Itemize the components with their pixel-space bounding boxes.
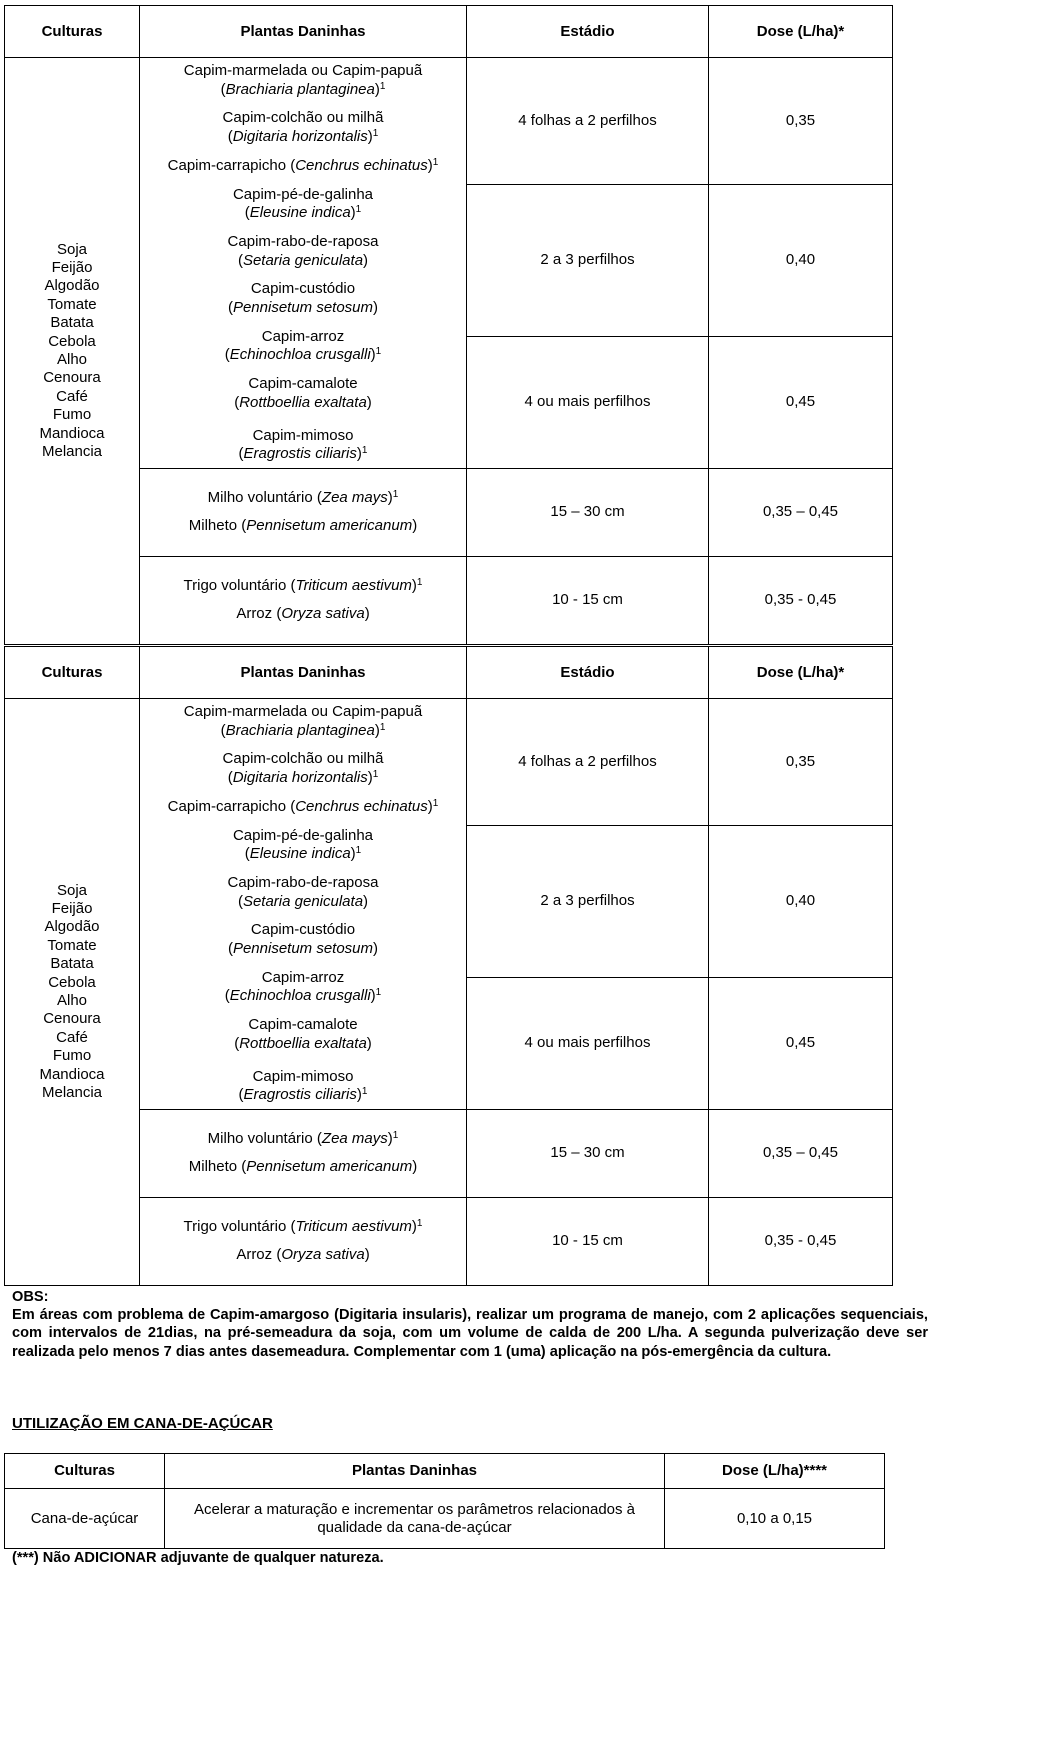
- dose-cell: 0,10 a 0,15: [665, 1489, 885, 1549]
- weed-common: Capim-pé-de-galinha: [232, 826, 374, 844]
- stage-cell: 2 a 3 perfilhos: [467, 825, 709, 977]
- dose-cell: 0,45: [709, 977, 893, 1109]
- dose-cell: 0,35 – 0,45: [709, 1109, 893, 1197]
- section-title-cana: UTILIZAÇÃO EM CANA-DE-AÇÚCAR: [12, 1415, 273, 1432]
- weed-common: Arroz: [236, 1246, 273, 1264]
- table-header-row: [5, 647, 893, 699]
- weed-common: Capim-arroz: [261, 327, 345, 345]
- crop-item: Soja: [56, 240, 88, 258]
- weed-common: Capim-marmelada ou Capim-papuã: [183, 703, 423, 720]
- weed-sci: Pennisetum setosum: [232, 940, 374, 958]
- weed-sci: Pennisetum americanum: [246, 517, 413, 535]
- crop-item: Fumo: [52, 406, 92, 424]
- crop-item: Cenoura: [43, 369, 101, 387]
- weed-sci: Digitaria horizontalis: [232, 769, 368, 787]
- weed-common: Capim-mimoso: [252, 426, 354, 444]
- weed-sci: Setaria geniculata: [242, 892, 364, 910]
- header-dose: Dose (L/ha)*: [709, 6, 893, 58]
- weed-sci: Eleusine indica: [249, 845, 351, 863]
- weed-sci: Cenchrus echinatus: [295, 156, 428, 174]
- weed-sci: Echinochloa crusgalli: [229, 346, 371, 364]
- weed-sci: Eleusine indica: [249, 204, 351, 222]
- weed-common: Capim-pé-de-galinha: [232, 185, 374, 203]
- weed-common: Trigo voluntário: [183, 576, 287, 594]
- crop-item: Cenoura: [43, 1010, 101, 1028]
- weeds-cell: Trigo voluntário (Triticum aestivum)$^1$ Arroz (Oryza sativa): [140, 1197, 467, 1285]
- obs-text: Em áreas com problema de Capim-amargoso (Digitaria insularis), realizar um programa de manejo, com 2 aplicações sequenciais, com intervalos de 21dias, na pré-semeadura da soja, com um volume de calda de 200 L/ha. A segunda pulverização deve ser realizada pelo menos 7 dias antes dasemeadura. Complementar com 1 (uma) aplicação na pós-emergência da cultura.: [12, 1307, 928, 1360]
- weed-sci: Echinochloa crusgalli: [229, 987, 371, 1005]
- weed-common: Capim-rabo-de-raposa: [227, 873, 379, 891]
- stage-cell: 4 folhas a 2 perfilhos: [467, 699, 709, 826]
- weed-sci: Triticum aestivum: [295, 576, 412, 594]
- weeds-cell: Capim-marmelada ou Capim-papuã (Brachiaria plantaginea)$^1$ Capim-colchão ou milhã (Digitaria horizontalis)$^1$ Capim-carrapicho (Cenchrus echinatus)$^1$ Capim-pé-de-galinha (Eleusine indica)$^1$ Capim-rabo-de-raposa (Setaria geniculata) Capim-custódio (Pennisetum setosum) Capim-arroz (Echinochloa crusgalli)$^1$ Capim-camalote (Rottboellia exaltata) Capim-mimoso (Eragrostis ciliaris)$^1$: [140, 58, 467, 469]
- header-estadio: Estádio: [467, 6, 709, 58]
- obs-title: OBS:: [12, 1289, 49, 1305]
- weeds-cell: Milho voluntário (Zea mays)$^1$ Milheto (Pennisetum americanum): [140, 468, 467, 556]
- weed-sci: Pennisetum setosum: [232, 299, 374, 317]
- weed-sci: Cenchrus echinatus: [295, 797, 428, 815]
- weed-common: Capim-camalote: [248, 1016, 358, 1034]
- stage-cell: 15 – 30 cm: [467, 1109, 709, 1197]
- weed-common: Milheto: [188, 517, 238, 535]
- dose-cell: 0,35 - 0,45: [709, 1197, 893, 1285]
- obs-block: [12, 1288, 928, 1361]
- dose-cell: 0,35: [709, 699, 893, 826]
- weed-common: Arroz: [236, 605, 273, 623]
- weed-common: Capim-rabo-de-raposa: [227, 232, 379, 250]
- table-header-row: [5, 1454, 885, 1489]
- herbicide-table-1: [4, 5, 893, 645]
- crop-item: Alho: [56, 991, 88, 1009]
- weeds-cell: Capim-marmelada ou Capim-papuã (Brachiaria plantaginea)$^1$ Capim-colchão ou milhã (Digitaria horizontalis)$^1$ Capim-carrapicho (Cenchrus echinatus)$^1$ Capim-pé-de-galinha (Eleusine indica)$^1$ Capim-rabo-de-raposa (Setaria geniculata) Capim-custódio (Pennisetum setosum) Capim-arroz (Echinochloa crusgalli)$^1$ Capim-camalote (Rottboellia exaltata) Capim-mimoso (Eragrostis ciliaris)$^1$: [140, 699, 467, 1110]
- crop-item: Tomate: [47, 295, 97, 313]
- weed-common: Capim-arroz: [261, 968, 345, 986]
- crop-item: Batata: [50, 955, 94, 973]
- dose-cell: 0,35 - 0,45: [709, 556, 893, 644]
- crop-item: Mandioca: [39, 424, 105, 442]
- crop-item: Batata: [50, 314, 94, 332]
- weeds-cell: Milho voluntário (Zea mays)$^1$ Milheto (Pennisetum americanum): [140, 1109, 467, 1197]
- crop-item: Mandioca: [39, 1065, 105, 1083]
- dose-cell: 0,45: [709, 336, 893, 468]
- weed-sci: Zea mays: [321, 488, 388, 506]
- weed-common: Capim-camalote: [248, 375, 358, 393]
- weed-sci: Brachiaria plantaginea: [225, 721, 375, 739]
- weed-sci: Rottboellia exaltata: [239, 1034, 367, 1052]
- header-plantas-daninhas: Plantas Daninhas: [140, 647, 467, 699]
- header-estadio: Estádio: [467, 647, 709, 699]
- crop-item: Tomate: [47, 936, 97, 954]
- weed-common: Capim-colchão ou milhã: [222, 109, 384, 127]
- header-culturas: Culturas: [5, 1454, 165, 1489]
- weed-common: Capim-carrapicho: [167, 797, 287, 815]
- cana-table: [4, 1453, 885, 1549]
- table-row: [5, 699, 893, 826]
- weed-sci: Rottboellia exaltata: [239, 393, 367, 411]
- weed-sci: Zea mays: [321, 1129, 388, 1147]
- weed-common: Capim-marmelada ou Capim-papuã: [183, 62, 423, 79]
- header-dose: Dose (L/ha)****: [665, 1454, 885, 1489]
- crop-item: Feijão: [51, 258, 93, 276]
- stage-cell: 4 ou mais perfilhos: [467, 336, 709, 468]
- dose-cell: 0,40: [709, 825, 893, 977]
- weed-sci: Eragrostis ciliaris: [243, 445, 357, 463]
- weed-common: Capim-colchão ou milhã: [222, 750, 384, 768]
- weed-common: Capim-custódio: [250, 921, 356, 939]
- crop-item: Café: [56, 1028, 88, 1046]
- weed-sci: Oryza sativa: [281, 605, 365, 623]
- weed-sci: Pennisetum americanum: [246, 1158, 413, 1176]
- stage-cell: 10 - 15 cm: [467, 556, 709, 644]
- weed-common: Milheto: [188, 1158, 238, 1176]
- crop-item: Algodão: [44, 918, 100, 936]
- crop-item: Cebola: [48, 332, 96, 350]
- weed-sci: Eragrostis ciliaris: [243, 1086, 357, 1104]
- table-row: [5, 1489, 885, 1549]
- footnote: (***) Não ADICIONAR adjuvante de qualquer natureza.: [12, 1550, 384, 1566]
- stage-cell: 4 folhas a 2 perfilhos: [467, 58, 709, 185]
- crop-item: Fumo: [52, 1047, 92, 1065]
- stage-cell: 2 a 3 perfilhos: [467, 184, 709, 336]
- weed-common: Trigo voluntário: [183, 1217, 287, 1235]
- weed-common: Capim-custódio: [250, 280, 356, 298]
- dose-cell: 0,35 – 0,45: [709, 468, 893, 556]
- header-plantas-daninhas: Plantas Daninhas: [165, 1454, 665, 1489]
- weed-common: Capim-mimoso: [252, 1067, 354, 1085]
- weed-sci: Oryza sativa: [281, 1246, 365, 1264]
- dose-cell: 0,35: [709, 58, 893, 185]
- dose-cell: 0,40: [709, 184, 893, 336]
- header-culturas: Culturas: [5, 647, 140, 699]
- herbicide-table-2: [4, 646, 893, 1286]
- crop-item: Soja: [56, 881, 88, 899]
- header-culturas: Culturas: [5, 6, 140, 58]
- header-dose: Dose (L/ha)*: [709, 647, 893, 699]
- crop-item: Algodão: [44, 277, 100, 295]
- weed-sci: Setaria geniculata: [242, 251, 364, 269]
- stage-cell: 4 ou mais perfilhos: [467, 977, 709, 1109]
- weed-common: Milho voluntário: [207, 1129, 313, 1147]
- weed-sci: Triticum aestivum: [295, 1217, 412, 1235]
- crop-item: Melancia: [41, 443, 103, 460]
- crop-item: Feijão: [51, 899, 93, 917]
- crops-cell: [5, 699, 140, 1286]
- target-cell: Acelerar a maturação e incrementar os parâmetros relacionados à qualidade da cana-de-açúcar: [165, 1489, 665, 1549]
- crop-item: Alho: [56, 350, 88, 368]
- stage-cell: 10 - 15 cm: [467, 1197, 709, 1285]
- table-row: [5, 58, 893, 185]
- crop-item: Café: [56, 387, 88, 405]
- crop-cell: Cana-de-açúcar: [5, 1489, 165, 1549]
- weed-common: Capim-carrapicho: [167, 156, 287, 174]
- weeds-cell: Trigo voluntário (Triticum aestivum)$^1$ Arroz (Oryza sativa): [140, 556, 467, 644]
- crop-item: Cebola: [48, 973, 96, 991]
- crops-cell: [5, 58, 140, 645]
- weed-sci: Brachiaria plantaginea: [225, 80, 375, 98]
- table-header-row: [5, 6, 893, 58]
- crop-item: Melancia: [41, 1084, 103, 1101]
- header-plantas-daninhas: Plantas Daninhas: [140, 6, 467, 58]
- weed-common: Milho voluntário: [207, 488, 313, 506]
- weed-sci: Digitaria horizontalis: [232, 128, 368, 146]
- stage-cell: 15 – 30 cm: [467, 468, 709, 556]
